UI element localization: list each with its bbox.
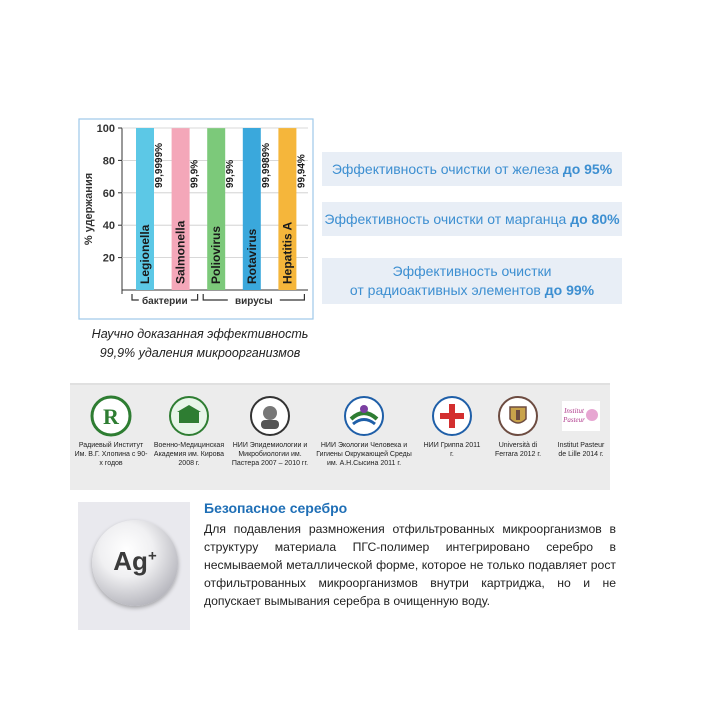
- ferrara-university-logo-icon: [497, 395, 539, 437]
- silver-section-title: Безопасное серебро: [204, 500, 348, 516]
- pasteur-lille-logo-icon: [560, 395, 602, 437]
- value-label: 99,9%: [225, 159, 237, 189]
- silver-charge: +: [147, 547, 157, 565]
- org-ferrara-university-name: Università di Ferrara 2012 г.: [494, 442, 542, 458]
- manganese-efficiency-banner: [322, 202, 622, 236]
- category-label: Legionella: [138, 224, 152, 284]
- manganese-efficiency-value: до 80%: [570, 211, 620, 227]
- y-tick-label: 20: [102, 252, 115, 265]
- svg-text:R: R: [103, 404, 119, 429]
- org-pasteur-institute-name: НИИ Эпидемиологии и Микробиологии им. Пастера 2007 – 2010 гг.: [231, 442, 309, 467]
- svg-text:Institut: Institut: [564, 407, 584, 415]
- org-pasteur-institute: [230, 385, 310, 468]
- silver-symbol: Ag: [113, 546, 148, 576]
- silver-section-body: Для подавления размножения отфильтрованных микроорганизмов в структуру материала ПГС-полимер интегрировано серебро в несмываемой металлической форме, которое не только подавляет рост отфильтрованных микроорганизмов внутри картриджа, но и не допускает вымывания серебра в очищенную воду.: [204, 522, 616, 608]
- radioactive-efficiency-line-1: Эффективность очистки: [392, 263, 552, 279]
- y-tick-label: 40: [102, 220, 115, 233]
- org-radium-institute: [74, 385, 148, 468]
- org-ecology-institute-name: НИИ Экологии Человека и Гигиены Окружающей Среды им. А.Н.Сысина 2011 г.: [316, 442, 412, 467]
- group-label: вирусы: [234, 296, 273, 307]
- org-ferrara-university: [488, 385, 548, 459]
- y-tick-label: 80: [102, 155, 115, 168]
- certifications-band: [70, 383, 610, 490]
- radioactive-efficiency-line-2: от радиоактивных элементов: [349, 282, 545, 298]
- category-label: Hepatitis A: [280, 221, 295, 284]
- category-label: Salmonella: [173, 220, 188, 284]
- y-tick-label: 60: [102, 187, 115, 200]
- org-military-medical-academy-name: Военно-Медицинская Академия им. Кирова 2008 г.: [153, 442, 225, 467]
- silver-ion-icon: [92, 520, 178, 606]
- org-ecology-institute: [314, 385, 414, 468]
- value-label: 99,94%: [296, 154, 308, 189]
- iron-efficiency-text: Эффективность очистки от железа: [331, 161, 563, 177]
- org-pasteur-lille-name: Institut Pasteur de Lille 2014 г.: [557, 442, 605, 458]
- org-military-medical-academy: [152, 385, 226, 468]
- pasteur-institute-logo-icon: [249, 395, 291, 437]
- category-label: Rotavirus: [244, 228, 259, 284]
- military-medical-academy-logo-icon: [168, 395, 210, 437]
- org-influenza-institute: [422, 385, 482, 459]
- silver-badge-box: [78, 502, 190, 630]
- radioactive-efficiency-value: до 99%: [544, 282, 595, 298]
- svg-text:Pasteur: Pasteur: [563, 416, 585, 424]
- radioactive-efficiency-banner: [322, 258, 622, 304]
- value-label: 99,9999%: [154, 142, 165, 189]
- org-pasteur-lille: [554, 385, 608, 459]
- y-axis-label: % удержания: [83, 172, 95, 246]
- influenza-institute-logo-icon: [431, 395, 473, 437]
- group-label: бактерии: [141, 296, 188, 307]
- ecology-institute-logo-icon: [343, 395, 385, 437]
- chart-frame: [79, 119, 313, 319]
- iron-efficiency-value: до 95%: [562, 161, 613, 177]
- caption-line-2: 99,9% удаления микроорганизмов: [99, 346, 301, 360]
- caption-line-1: Научно доказанная эффективность: [91, 327, 309, 341]
- org-influenza-institute-name: НИИ Гриппа 2011 г.: [423, 442, 481, 458]
- org-radium-institute-name: Радиевый Институт Им. В.Г. Хлопина с 90-х годов: [74, 442, 148, 467]
- value-label: 99,9989%: [260, 142, 272, 189]
- category-label: Poliovirus: [209, 225, 224, 284]
- retention-chart-svg: [78, 118, 314, 320]
- y-tick-label: 100: [96, 123, 115, 135]
- value-label: 99,9%: [189, 159, 201, 189]
- retention-chart: [78, 118, 314, 320]
- radium-institute-logo-icon: [90, 395, 132, 437]
- chart-caption: [70, 325, 330, 363]
- manganese-efficiency-text: Эффективность очистки от марганца: [324, 211, 571, 227]
- iron-efficiency-banner: [322, 152, 622, 186]
